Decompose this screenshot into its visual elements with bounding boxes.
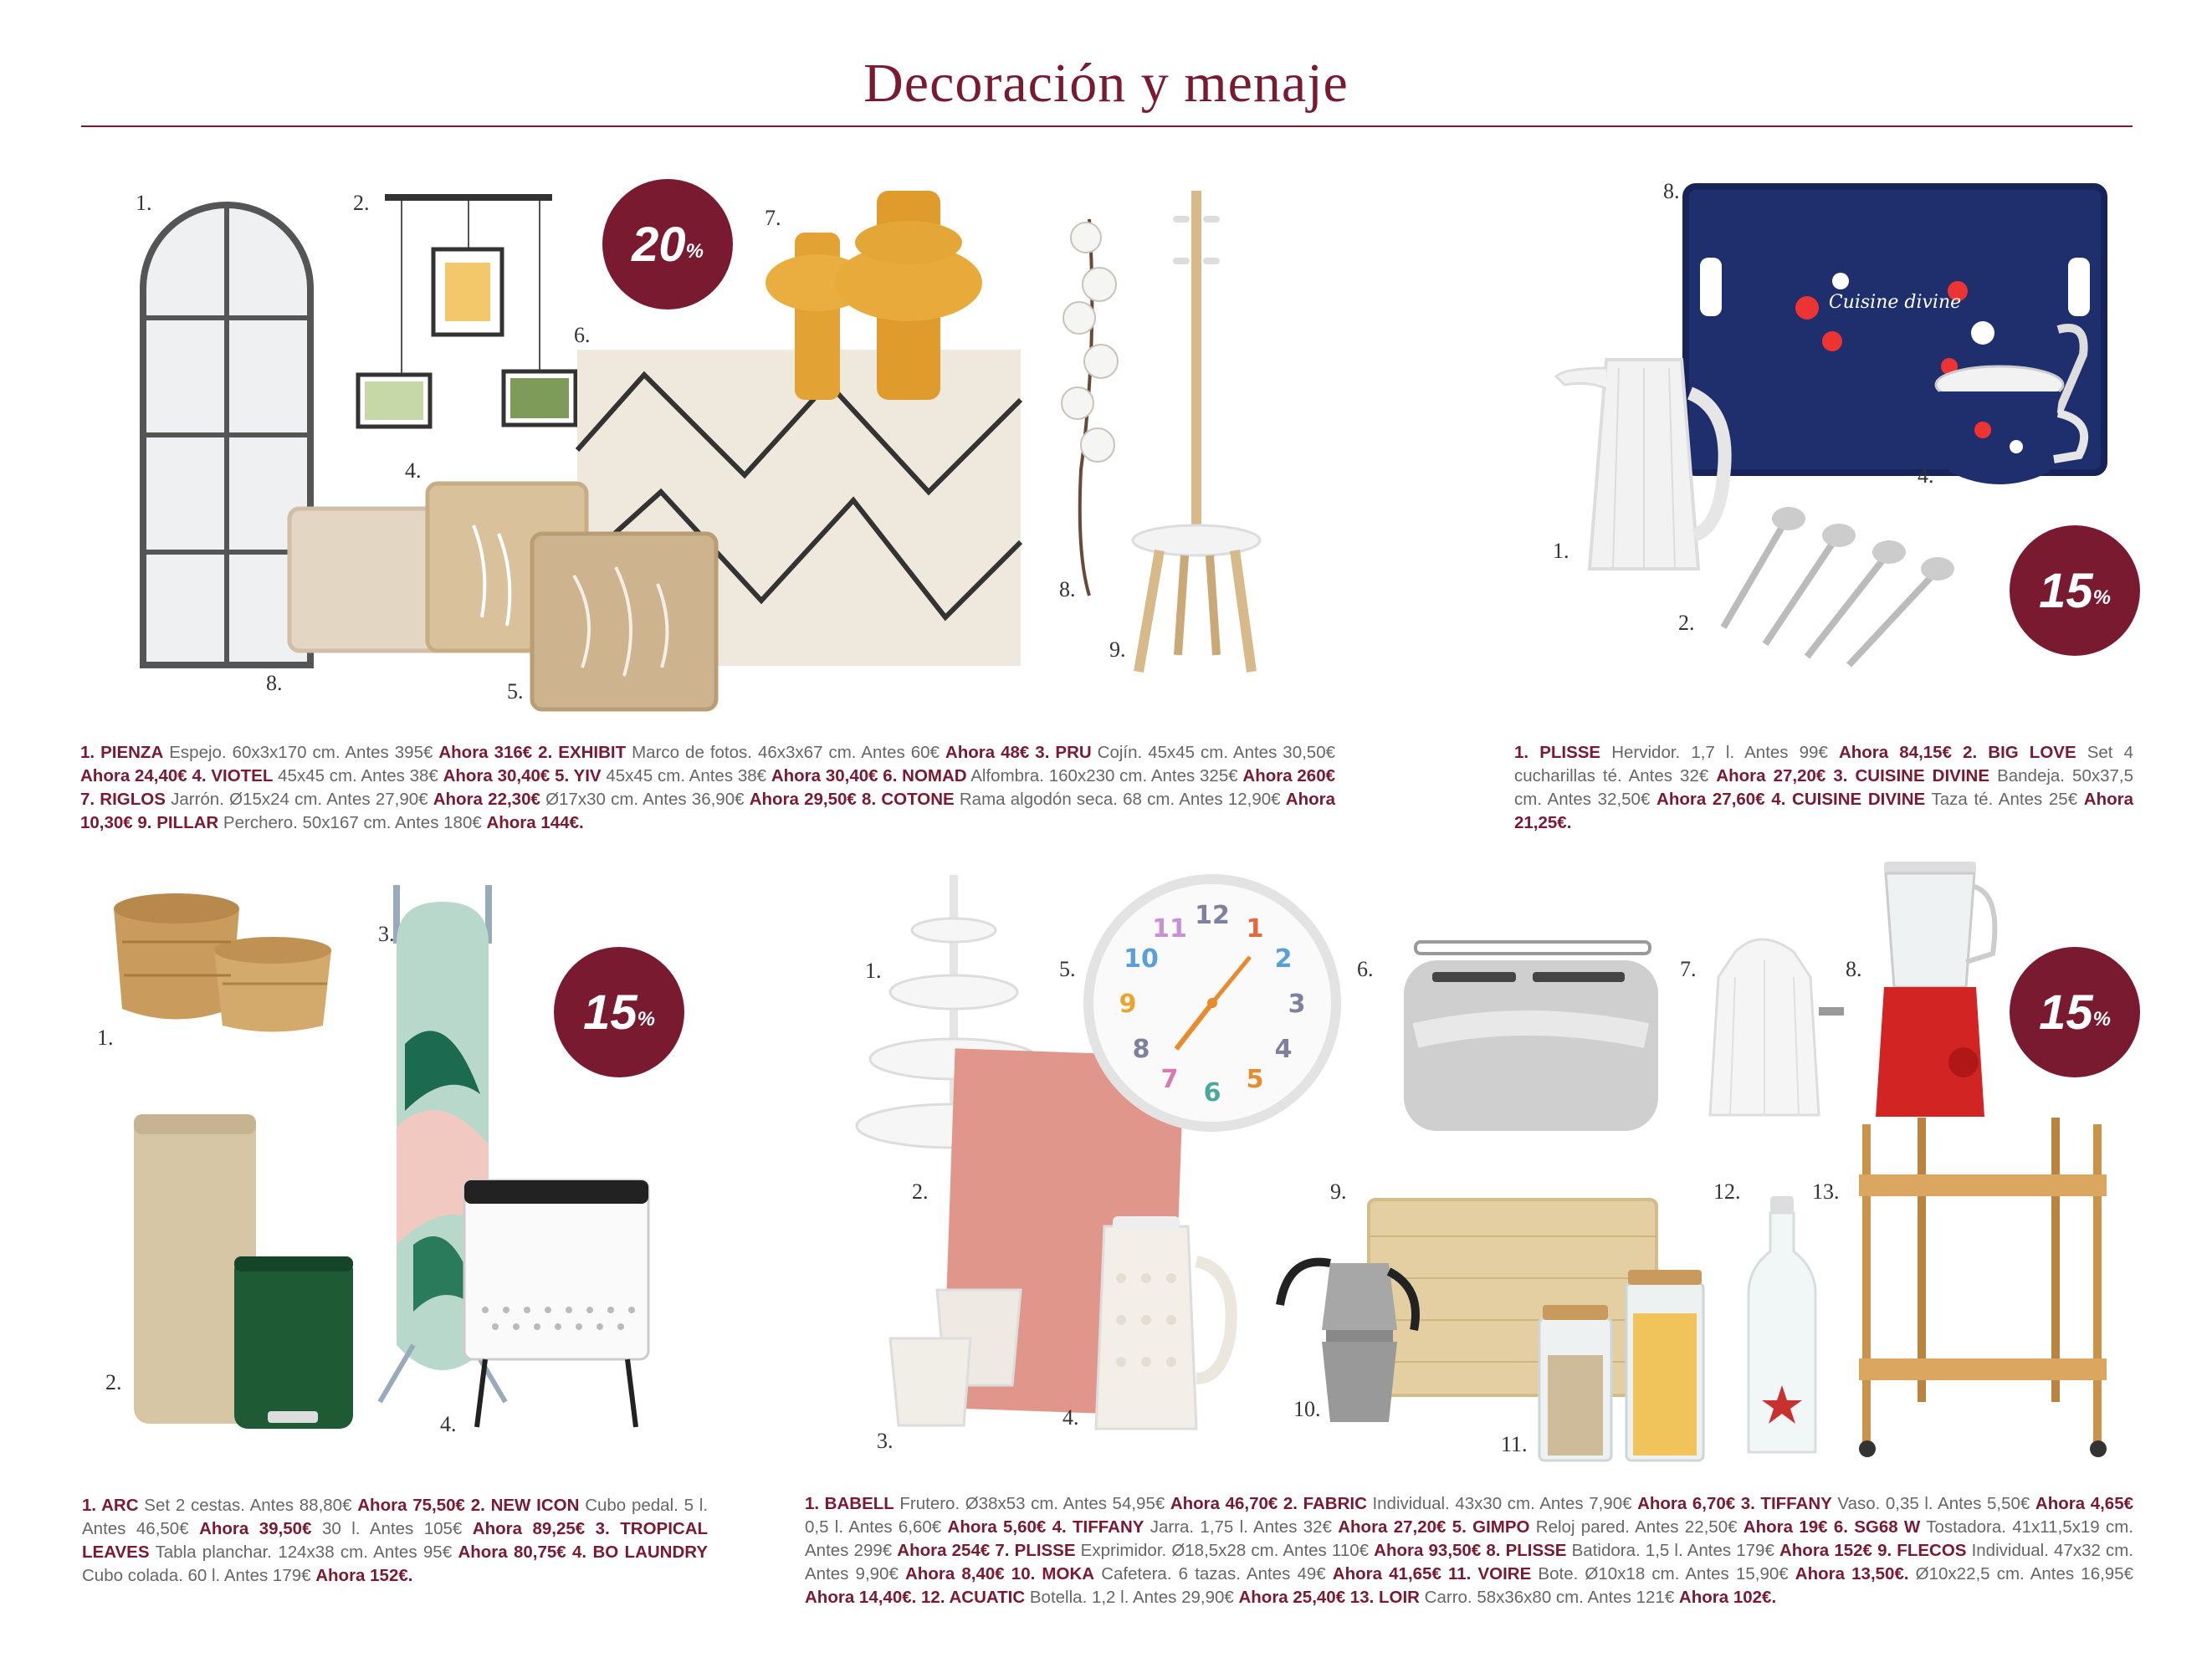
product-name: 4. VIOTEL xyxy=(187,766,274,785)
product-details: Bandeja. 50x37,5 cm. Antes 32,50€ xyxy=(1514,766,2133,809)
sale-price: Ahora 24,40€ xyxy=(80,766,187,785)
clock-numeral: 6 xyxy=(1203,1078,1221,1108)
sale-price: Ahora 25,40€ xyxy=(1238,1588,1346,1607)
storage-jars-image xyxy=(1534,1263,1710,1464)
item-number-label: 7. xyxy=(765,206,781,230)
sale-price: Ahora 152€ xyxy=(1779,1541,1872,1560)
sale-price: Ahora 21,25€. xyxy=(1514,790,2133,832)
tray-text: Cuisine divine xyxy=(1828,292,1962,313)
product-name: 8. COTONE xyxy=(856,790,955,809)
discount-badge xyxy=(2010,947,2140,1077)
product-details: Botella. 1,2 l. Antes 29,90€ xyxy=(1025,1588,1239,1607)
product-name: 6. SG68 W xyxy=(1827,1517,1921,1537)
clock-numeral: 1 xyxy=(1246,914,1264,944)
clock-numeral: 8 xyxy=(1132,1035,1150,1064)
item-number-label: 1. xyxy=(136,191,152,215)
discount-value: 15 xyxy=(2039,985,2093,1040)
product-details: Reloj pared. Antes 22,50€ xyxy=(1529,1517,1743,1537)
item-number-label: 8. xyxy=(1663,179,1680,203)
sale-price: Ahora 48€ xyxy=(945,743,1030,762)
item-number-label: 4. xyxy=(1062,1405,1079,1430)
product-name: 7. RIGLOS xyxy=(80,790,166,809)
item-number-label: 7. xyxy=(1680,957,1697,981)
product-details: Exprimidor. Ø18,5x28 cm. Antes 110€ xyxy=(1075,1541,1375,1560)
product-details: Cojín. 45x45 cm. Antes 30,50€ xyxy=(1091,743,1336,762)
sale-price: Ahora 5,60€ xyxy=(947,1517,1047,1537)
product-name: 11. VOIRE xyxy=(1441,1564,1532,1583)
clock-numeral: 7 xyxy=(1160,1065,1179,1094)
cushions-image xyxy=(281,475,725,714)
product-name: 3. PRU xyxy=(1029,743,1092,762)
sale-price: Ahora 144€. xyxy=(486,813,584,832)
product-details: 45x45 cm. Antes 38€ xyxy=(601,766,771,785)
discount-unit: % xyxy=(2092,586,2111,609)
product-name: 6. NOMAD xyxy=(878,766,967,785)
sale-price: Ahora 27,20€ xyxy=(1716,766,1826,785)
toaster-image xyxy=(1399,935,1663,1136)
product-details: Set 4 cucharillas té. Antes 32€ xyxy=(1514,743,2133,785)
sale-price: Ahora 75,50€ xyxy=(357,1496,465,1515)
product-name: 12. ACUATIC xyxy=(916,1588,1026,1607)
item-number-label: 2. xyxy=(105,1370,122,1394)
product-details: 30 l. Antes 105€ xyxy=(311,1519,473,1538)
discount-value: 15 xyxy=(583,985,637,1040)
discount-value: 20 xyxy=(632,217,686,272)
item-number-label: 6. xyxy=(1357,957,1374,981)
clock-numeral: 4 xyxy=(1274,1035,1293,1064)
glasses-image xyxy=(887,1285,1029,1429)
sale-price: Ahora 39,50€ xyxy=(199,1519,312,1538)
page-title: Decoración y menaje xyxy=(863,53,1349,114)
blender-image xyxy=(1867,862,2001,1121)
discount-value: 15 xyxy=(2039,563,2093,618)
product-name: 1. ARC xyxy=(82,1496,139,1515)
product-details: Set 2 cestas. Antes 88,80€ xyxy=(138,1496,358,1515)
product-name: 2. FABRIC xyxy=(1278,1494,1367,1513)
discount-unit: % xyxy=(685,240,704,263)
juicer-image xyxy=(1702,927,1852,1119)
item-number-label: 13. xyxy=(1812,1179,1840,1204)
item-number-label: 8. xyxy=(1846,957,1862,981)
sale-price: Ahora 27,20€ xyxy=(1338,1517,1447,1537)
product-name: 4. BO LAUNDRY xyxy=(566,1543,709,1562)
sale-price: Ahora 30,40€ xyxy=(443,766,550,785)
product-details: Tabla planchar. 124x38 cm. Antes 95€ xyxy=(149,1543,458,1562)
sale-price: Ahora 84,15€ xyxy=(1838,743,1952,762)
product-details: Espejo. 60x3x170 cm. Antes 395€ xyxy=(163,743,439,762)
product-name: 2. NEW ICON xyxy=(464,1496,580,1515)
product-name: 5. GIMPO xyxy=(1446,1517,1530,1537)
section2-description xyxy=(1514,741,2133,835)
product-details: Perchero. 50x167 cm. Antes 180€ xyxy=(218,813,487,832)
item-number-label: 1. xyxy=(97,1026,114,1050)
item-number-label: 4. xyxy=(405,458,422,483)
clock-numeral: 11 xyxy=(1152,914,1187,944)
product-name: 2. BIG LOVE xyxy=(1951,743,2076,762)
product-name: 1. PLISSE xyxy=(1514,743,1601,762)
clock-numeral: 10 xyxy=(1124,944,1159,974)
clock-numeral: 2 xyxy=(1274,944,1293,974)
discount-unit: % xyxy=(2092,1008,2111,1031)
sale-price: Ahora 93,50€ xyxy=(1374,1541,1482,1560)
item-number-label: 1. xyxy=(865,959,882,983)
coat-stand-image xyxy=(1126,191,1268,676)
product-details: 45x45 cm. Antes 38€ xyxy=(273,766,443,785)
product-name: 1. BABELL xyxy=(805,1494,894,1513)
discount-badge xyxy=(602,179,733,310)
product-details: Cubo colada. 60 l. Antes 179€ xyxy=(82,1566,316,1585)
item-number-label: 4. xyxy=(1918,463,1934,488)
product-details: Cafetera. 6 tazas. Antes 49€ xyxy=(1094,1564,1333,1583)
sale-price: Ahora 6,70€ xyxy=(1637,1494,1736,1513)
item-number-label: 8. xyxy=(266,671,283,695)
clock-numeral: 5 xyxy=(1246,1065,1264,1094)
product-details: Carro. 58x36x80 cm. Antes 121€ xyxy=(1419,1588,1679,1607)
pedal-bins-image xyxy=(125,1106,360,1434)
item-number-label: 8. xyxy=(1059,577,1076,601)
item-number-label: 5. xyxy=(1059,957,1076,981)
product-name: 1. PIENZA xyxy=(80,743,164,762)
product-details: Marco de fotos. 46x3x67 cm. Antes 60€ xyxy=(626,743,945,762)
tea-cup-image xyxy=(1933,321,2100,494)
sale-price: Ahora 8,40€ xyxy=(905,1564,1005,1583)
product-details: Batidora. 1,5 l. Antes 179€ xyxy=(1566,1541,1779,1560)
sale-price: Ahora 4,65€ xyxy=(2035,1494,2134,1513)
sale-price: Ahora 19€ xyxy=(1743,1517,1828,1537)
item-number-label: 1. xyxy=(1553,539,1569,563)
item-number-label: 3. xyxy=(378,922,395,946)
item-number-label: 11. xyxy=(1501,1432,1528,1456)
section1-description xyxy=(80,741,1335,835)
sale-price: Ahora 27,60€ xyxy=(1656,790,1765,809)
product-details: Ø17x30 cm. Antes 36,90€ xyxy=(540,790,750,809)
product-name: 10. MOKA xyxy=(1004,1564,1095,1583)
cotton-branch-image xyxy=(1056,219,1123,597)
item-number-label: 5. xyxy=(507,679,524,703)
product-name: 9. FLECOS xyxy=(1871,1541,1967,1560)
item-number-label: 12. xyxy=(1713,1179,1741,1204)
sale-price: Ahora 13,50€. xyxy=(1795,1564,1909,1583)
sale-price: Ahora 102€. xyxy=(1678,1588,1777,1607)
product-details: Individual. 43x30 cm. Antes 7,90€ xyxy=(1366,1494,1638,1513)
product-name: 13. LOIR xyxy=(1345,1588,1420,1607)
sale-price: Ahora 29,50€ xyxy=(749,790,857,809)
title-divider xyxy=(81,125,2133,127)
item-number-label: 2. xyxy=(353,191,370,215)
sale-price: Ahora 80,75€ xyxy=(458,1543,566,1562)
product-name: 7. PLISSE xyxy=(990,1541,1076,1560)
product-name: 4. CUISINE DIVINE xyxy=(1764,790,1926,809)
wall-clock-image xyxy=(1083,873,1342,1133)
product-name: 3. TROPICAL LEAVES xyxy=(82,1519,709,1562)
sale-price: Ahora 260€ xyxy=(1242,766,1335,785)
product-details: Tostadora. 41x11,5x19 cm. Antes 299€ xyxy=(805,1517,2134,1560)
water-bottle-image xyxy=(1740,1193,1824,1461)
product-name: 4. TIFFANY xyxy=(1046,1517,1144,1537)
product-details: Alfombra. 160x230 cm. Antes 325€ xyxy=(966,766,1243,785)
product-details: Cubo pedal. 5 l. Antes 46,50€ xyxy=(82,1496,709,1538)
product-details: 0,5 l. Antes 6,60€ xyxy=(805,1517,948,1537)
product-details: Individual. 47x32 cm. Antes 9,90€ xyxy=(805,1541,2134,1583)
sale-price: Ahora 30,40€ xyxy=(771,766,878,785)
amber-vases-image xyxy=(760,182,969,408)
item-number-label: 10. xyxy=(1293,1397,1321,1421)
sale-price: Ahora 89,25€ xyxy=(472,1519,586,1538)
sale-price: Ahora 46,70€ xyxy=(1170,1494,1278,1513)
section4-description xyxy=(805,1492,2133,1609)
sale-price: Ahora 14,40€. xyxy=(805,1588,917,1607)
product-details: Bote. Ø10x18 cm. Antes 15,90€ xyxy=(1531,1564,1795,1583)
item-number-label: 6. xyxy=(574,323,591,347)
product-details: Frutero. Ø38x53 cm. Antes 54,95€ xyxy=(894,1494,1170,1513)
product-name: 2. EXHIBIT xyxy=(532,743,627,762)
product-name: 3. CUISINE DIVINE xyxy=(1825,766,1990,785)
serving-cart-image xyxy=(1851,1116,2115,1461)
discount-badge xyxy=(554,947,684,1077)
product-details: Ø10x22,5 cm. Antes 16,95€ xyxy=(1908,1564,2133,1583)
sale-price: Ahora 254€ xyxy=(897,1541,991,1560)
product-details: Vaso. 0,35 l. Antes 5,50€ xyxy=(1831,1494,2035,1513)
kettle-image xyxy=(1556,343,1740,577)
product-name: 9. PILLAR xyxy=(132,813,219,832)
product-details: Rama algodón seca. 68 cm. Antes 12,90€ xyxy=(954,790,1286,809)
hanging-frames-image xyxy=(351,192,586,435)
product-details: Jarra. 1,75 l. Antes 32€ xyxy=(1144,1517,1339,1537)
item-number-label: 2. xyxy=(1678,611,1695,635)
product-details: Hervidor. 1,7 l. Antes 99€ xyxy=(1600,743,1839,762)
product-name: 3. TIFFANY xyxy=(1735,1494,1832,1513)
sale-price: Ahora 22,30€ xyxy=(433,790,540,809)
discount-badge xyxy=(2010,525,2140,656)
discount-unit: % xyxy=(637,1008,655,1031)
item-number-label: 2. xyxy=(912,1179,929,1204)
product-name: 8. PLISSE xyxy=(1481,1541,1567,1560)
sale-price: Ahora 10,30€ xyxy=(80,790,1335,832)
item-number-label: 4. xyxy=(440,1412,457,1436)
product-name: 5. YIV xyxy=(550,766,602,785)
product-details: Taza té. Antes 25€ xyxy=(1925,790,2084,809)
teaspoons-image xyxy=(1715,502,1958,669)
baskets-image xyxy=(105,883,340,1034)
sale-price: Ahora 316€ xyxy=(438,743,533,762)
jug-image xyxy=(1079,1211,1238,1434)
sale-price: Ahora 152€. xyxy=(315,1566,413,1585)
section3-description xyxy=(82,1494,708,1588)
item-number-label: 3. xyxy=(877,1429,894,1453)
sale-price: Ahora 41,65€ xyxy=(1332,1564,1441,1583)
item-number-label: 9. xyxy=(1109,637,1126,662)
clock-numeral: 9 xyxy=(1119,990,1137,1019)
laundry-bin-image xyxy=(460,1176,653,1430)
clock-numeral: 3 xyxy=(1288,990,1306,1019)
item-number-label: 9. xyxy=(1330,1179,1347,1204)
product-details: Jarrón. Ø15x24 cm. Antes 27,90€ xyxy=(165,790,433,809)
clock-numeral: 12 xyxy=(1195,901,1230,930)
